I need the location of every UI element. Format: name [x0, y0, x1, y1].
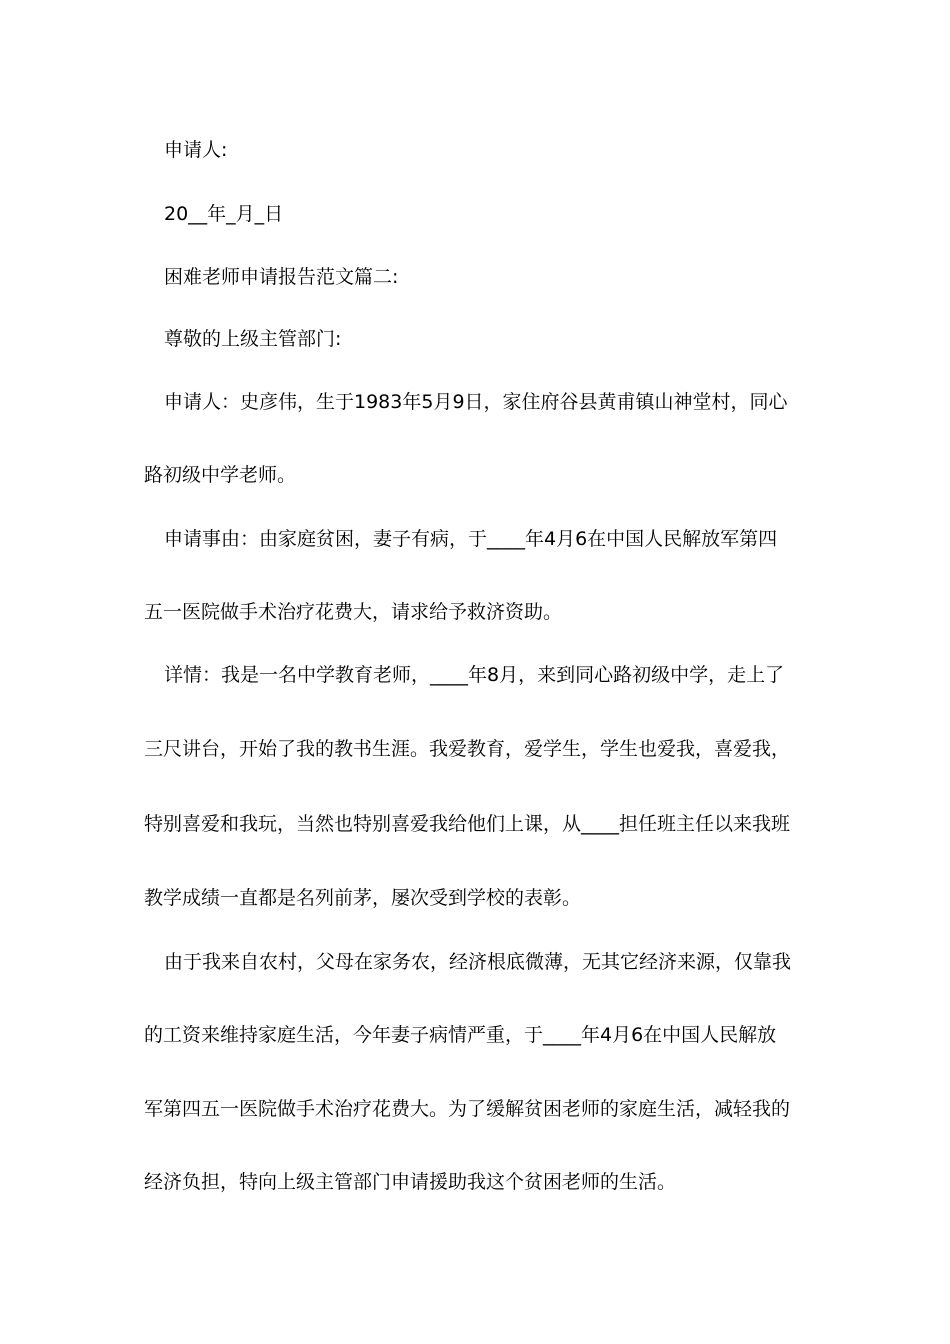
salutation: 尊敬的上级主管部门:	[164, 328, 342, 350]
section-title: 困难老师申请报告范文篇二:	[164, 266, 399, 288]
date-line: 20__年_月_日	[164, 203, 284, 225]
paragraph-applicant-line-1: 申请人：史彦伟，生于1983年5月9日，家住府谷县黄甫镇山神堂村，同心	[164, 391, 788, 413]
paragraph-applicant-line-2: 路初级中学老师。	[144, 464, 297, 486]
paragraph-details-line-4: 教学成绩一直都是名列前茅，屡次受到学校的表彰。	[144, 887, 582, 909]
paragraph-details-line-2: 三尺讲台，开始了我的教书生涯。我爱教育，爱学生，学生也爱我，喜爱我，	[144, 738, 791, 760]
applicant-label: 申请人:	[164, 139, 228, 161]
paragraph-details-line-1: 详情：我是一名中学教育老师，____年8月，来到同心路初级中学，走上了	[164, 664, 785, 686]
paragraph-hardship-line-3: 军第四五一医院做手术治疗花费大。为了缓解贫困老师的家庭生活，减轻我的	[144, 1098, 791, 1120]
paragraph-reason-line-1: 申请事由：由家庭贫困，妻子有病，于____年4月6在中国人民解放军第四	[164, 528, 778, 550]
paragraph-hardship-line-2: 的工资来维持家庭生活，今年妻子病情严重，于____年4月6在中国人民解放	[144, 1024, 777, 1046]
paragraph-details-line-3: 特别喜爱和我玩，当然也特别喜爱我给他们上课，从____担任班主任以来我班	[144, 813, 791, 835]
paragraph-hardship-line-4: 经济负担，特向上级主管部门申请援助我这个贫困老师的生活。	[144, 1171, 677, 1193]
paragraph-hardship-line-1: 由于我来自农村，父母在家务农，经济根底微薄，无其它经济来源，仅靠我	[164, 951, 792, 973]
paragraph-reason-line-2: 五一医院做手术治疗花费大，请求给予救济资助。	[144, 601, 563, 623]
